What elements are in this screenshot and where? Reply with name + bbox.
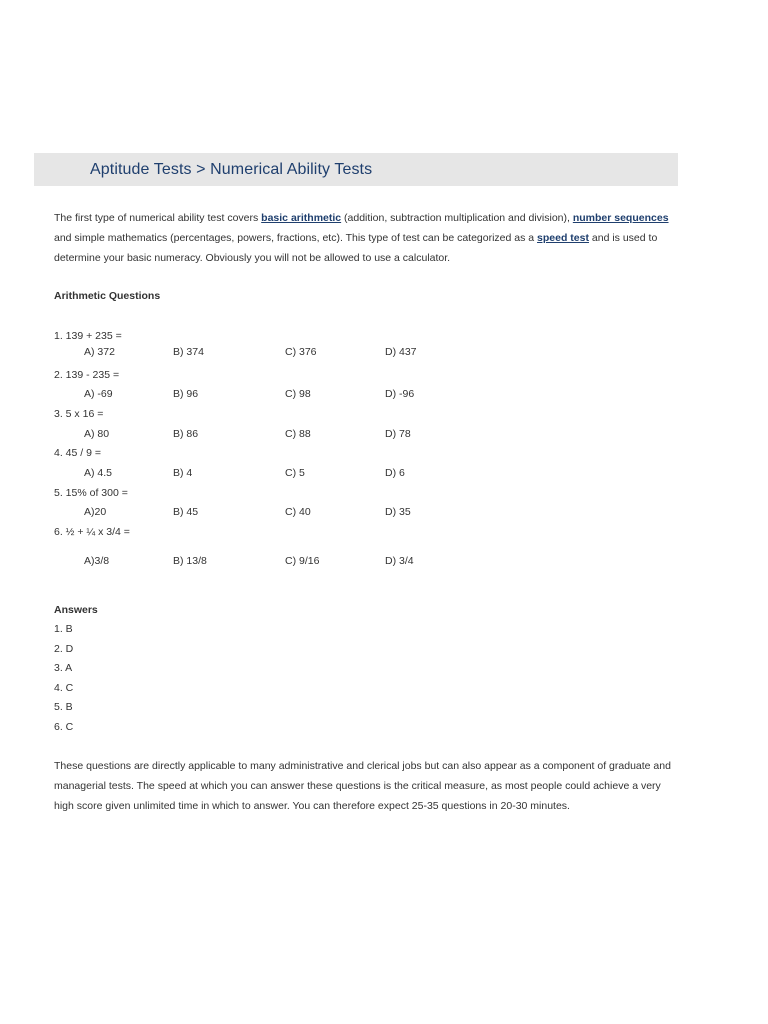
answer-2: 2. D bbox=[54, 643, 74, 655]
answer-1: 1. B bbox=[54, 623, 73, 635]
page-title: Aptitude Tests > Numerical Ability Tests bbox=[90, 161, 373, 178]
question-5-option-b: B) 45 bbox=[173, 506, 199, 518]
question-6: 6. ½ + ¼ x 3/4 = bbox=[54, 526, 130, 538]
question-6-option-a: A)3/8 bbox=[84, 555, 110, 567]
question-1-option-b: B) 374 bbox=[173, 346, 204, 358]
outro-paragraph: These questions are directly applicable to many administrative and clerical jobs but can also appear as a component of graduate and managerial tests. The speed at which you can answer these questions is the critical measure, as most people could achieve a very high score given unlimited time in which to answer. You can therefore expect 25-35 questions in 20-30 minutes. bbox=[54, 760, 671, 812]
intro-text-4: and is used to determine your basic numeracy. Obviously you will not be allowed to use a calculator. bbox=[54, 232, 658, 264]
answer-6: 6. C bbox=[54, 721, 74, 733]
question-2-option-c: C) 98 bbox=[285, 388, 311, 400]
question-3: 3. 5 x 16 = bbox=[54, 408, 104, 420]
speed-test-link[interactable]: speed test bbox=[537, 232, 589, 244]
intro-text-1: The first type of numerical ability test covers bbox=[54, 212, 262, 224]
question-4-option-c: C) 5 bbox=[285, 467, 305, 479]
question-1-option-c: C) 376 bbox=[285, 346, 317, 358]
question-4: 4. 45 / 9 = bbox=[54, 447, 101, 459]
intro-text-2: (addition, subtraction multiplication and division), bbox=[341, 212, 573, 224]
question-5-option-c: C) 40 bbox=[285, 506, 311, 518]
question-3-option-c: C) 88 bbox=[285, 428, 311, 440]
answer-3: 3. A bbox=[54, 662, 73, 674]
question-4-option-b: B) 4 bbox=[173, 467, 193, 479]
question-2-option-b: B) 96 bbox=[173, 388, 199, 400]
question-5-option-d: D) 35 bbox=[385, 506, 411, 518]
page-header-bar bbox=[34, 153, 678, 186]
question-5: 5. 15% of 300 = bbox=[54, 487, 128, 499]
answer-4: 4. C bbox=[54, 682, 74, 694]
question-1: 1. 139 + 235 = bbox=[54, 330, 122, 342]
intro-paragraph bbox=[54, 208, 679, 268]
question-6-option-c: C) 9/16 bbox=[285, 555, 320, 567]
question-2: 2. 139 - 235 = bbox=[54, 369, 120, 381]
question-3-option-d: D) 78 bbox=[385, 428, 411, 440]
question-5-option-a: A)20 bbox=[84, 506, 107, 518]
answers-heading: Answers bbox=[54, 604, 98, 616]
basic-arithmetic-link[interactable]: basic arithmetic bbox=[261, 212, 342, 224]
answer-5: 5. B bbox=[54, 701, 73, 713]
question-2-option-a: A) -69 bbox=[84, 388, 113, 400]
number-sequences-link[interactable]: number sequences bbox=[572, 212, 669, 224]
question-6-option-d: D) 3/4 bbox=[385, 555, 414, 567]
arithmetic-questions-heading: Arithmetic Questions bbox=[54, 290, 161, 302]
question-2-option-d: D) -96 bbox=[385, 388, 415, 400]
question-1-option-a: A) 372 bbox=[84, 346, 115, 358]
question-3-option-b: B) 86 bbox=[173, 428, 199, 440]
question-4-option-d: D) 6 bbox=[385, 467, 405, 479]
question-4-option-a: A) 4.5 bbox=[84, 467, 113, 479]
question-1-option-d: D) 437 bbox=[385, 346, 417, 358]
intro-text-3: and simple mathematics (percentages, powers, fractions, etc). This type of test can be categorized as a bbox=[54, 232, 538, 244]
question-6-option-b: B) 13/8 bbox=[173, 555, 207, 567]
question-3-option-a: A) 80 bbox=[84, 428, 110, 440]
